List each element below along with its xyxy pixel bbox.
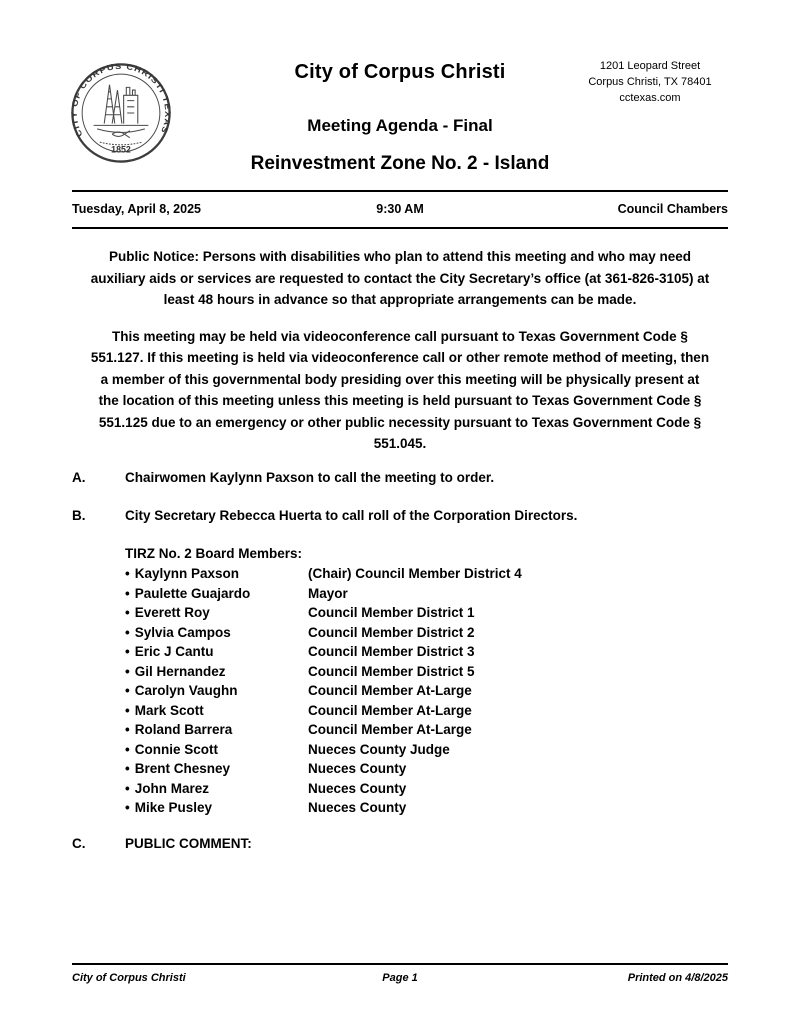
- board-member-row: [125, 779, 728, 799]
- board-member-row: [125, 720, 728, 740]
- member-title: Council Member District 3: [308, 644, 475, 659]
- bullet-icon: •: [125, 585, 130, 601]
- member-title: (Chair) Council Member District 4: [308, 566, 522, 581]
- board-member-row: [125, 623, 728, 643]
- board-member-row: [125, 642, 728, 662]
- agenda-item-b-letter: B.: [72, 507, 86, 523]
- agenda-item-c-text: PUBLIC COMMENT:: [125, 835, 252, 851]
- page-number: Page 1: [382, 972, 418, 984]
- member-name: Paulette Guajardo: [134, 585, 251, 601]
- member-title: Nueces County: [308, 761, 407, 776]
- member-name: Everett Roy: [134, 605, 210, 620]
- board-member-row: [125, 662, 728, 682]
- board-member-row: [125, 603, 728, 623]
- bullet-icon: •: [125, 761, 130, 776]
- meeting-date: Tuesday, April 8, 2025: [72, 202, 201, 216]
- address-line-2: Corpus Christi, TX 78401: [588, 75, 712, 88]
- member-title: Nueces County Judge: [308, 741, 450, 757]
- board-member-row: [125, 564, 728, 584]
- meeting-location: Council Chambers: [617, 202, 728, 216]
- board-member-row: [125, 798, 728, 818]
- member-title: Nueces County: [308, 780, 407, 796]
- member-name: John Marez: [134, 780, 209, 796]
- agenda-item-b-text: City Secretary Rebecca Huerta to call roll of the Corporation Directors.: [125, 507, 578, 523]
- bullet-icon: •: [125, 780, 130, 796]
- bullet-icon: •: [125, 624, 130, 640]
- member-title: Council Member At-Large: [308, 702, 472, 718]
- printed-date: Printed on 4/8/2025: [627, 972, 728, 984]
- address-block: [564, 59, 736, 107]
- member-name: Kaylynn Paxson: [134, 566, 240, 581]
- board-member-row: [125, 681, 728, 701]
- meeting-body-title: Reinvestment Zone No. 2 - Island: [250, 153, 550, 174]
- meeting-info-row: [72, 190, 728, 229]
- bullet-icon: •: [125, 605, 130, 620]
- board-member-row: [125, 759, 728, 779]
- document-header: [69, 55, 728, 190]
- board-members-section: [125, 543, 728, 818]
- bullet-icon: •: [125, 722, 130, 737]
- public-notice-paragraph: Public Notice: Persons with disabilities who plan to attend this meeting and who may need auxiliary aids or services are requested to contact the City Secretary’s office (at 361-826-3105) at least 48 hours in advance so that appropriate arrangements can be made.: [90, 249, 710, 307]
- agenda-item-a: [72, 467, 728, 488]
- member-name: Sylvia Campos: [134, 624, 231, 640]
- member-name: Mark Scott: [134, 702, 204, 718]
- bullet-icon: •: [125, 800, 130, 815]
- website-text: cctexas.com: [619, 91, 681, 104]
- seal-year: 1852: [111, 144, 131, 155]
- member-title: Council Member At-Large: [308, 722, 472, 737]
- bullet-icon: •: [125, 702, 130, 718]
- bullet-icon: •: [125, 741, 130, 757]
- member-title: Mayor: [308, 585, 348, 601]
- board-member-row: [125, 584, 728, 604]
- member-name: Mike Pusley: [134, 800, 213, 815]
- videoconference-notice-paragraph: This meeting may be held via videoconference call pursuant to Texas Government Code § 551.127. If this meeting is held via videoconference call or other remote method of meeting, then a member of this governmental body presiding over this meeting will be physically present at the location of this meeting unless this meeting is held pursuant to Texas Government Code § 551.125 due to an emergency or other public necessity pursuant to Texas Government Code § 551.045.: [90, 328, 710, 451]
- agenda-item-c-letter: C.: [72, 835, 86, 851]
- bullet-icon: •: [125, 683, 130, 698]
- bullet-icon: •: [125, 663, 130, 679]
- agenda-item-a-letter: A.: [72, 469, 86, 485]
- member-title: Council Member District 1: [308, 605, 475, 620]
- agenda-item-a-text: Chairwomen Kaylynn Paxson to call the meeting to order.: [125, 469, 495, 485]
- bullet-icon: •: [125, 644, 130, 659]
- member-title: Nueces County: [308, 800, 407, 815]
- agenda-item-b: [72, 505, 728, 526]
- member-name: Roland Barrera: [134, 722, 233, 737]
- page-footer: [72, 963, 728, 984]
- agenda-item-c: [72, 833, 728, 854]
- member-name: Brent Chesney: [134, 761, 231, 776]
- board-member-row: [125, 740, 728, 760]
- member-title: Council Member At-Large: [308, 683, 472, 698]
- page-title: City of Corpus Christi: [294, 61, 506, 83]
- member-title: Council Member District 5: [308, 663, 475, 679]
- footer-org-name: City of Corpus Christi: [72, 972, 186, 984]
- agenda-type-title: Meeting Agenda - Final: [307, 116, 493, 135]
- meeting-time: 9:30 AM: [376, 202, 424, 216]
- board-members-heading: TIRZ No. 2 Board Members:: [125, 545, 303, 561]
- member-name: Eric J Cantu: [134, 644, 214, 659]
- seal-ring-text: CITY OF CORPUS CHRISTI TEXAS: [69, 61, 173, 139]
- member-name: Connie Scott: [134, 741, 218, 757]
- bullet-icon: •: [125, 566, 130, 581]
- address-line-1: 1201 Leopard Street: [599, 60, 701, 72]
- member-title: Council Member District 2: [308, 624, 475, 640]
- member-name: Carolyn Vaughn: [134, 683, 238, 698]
- board-member-row: [125, 701, 728, 721]
- member-name: Gil Hernandez: [134, 663, 226, 679]
